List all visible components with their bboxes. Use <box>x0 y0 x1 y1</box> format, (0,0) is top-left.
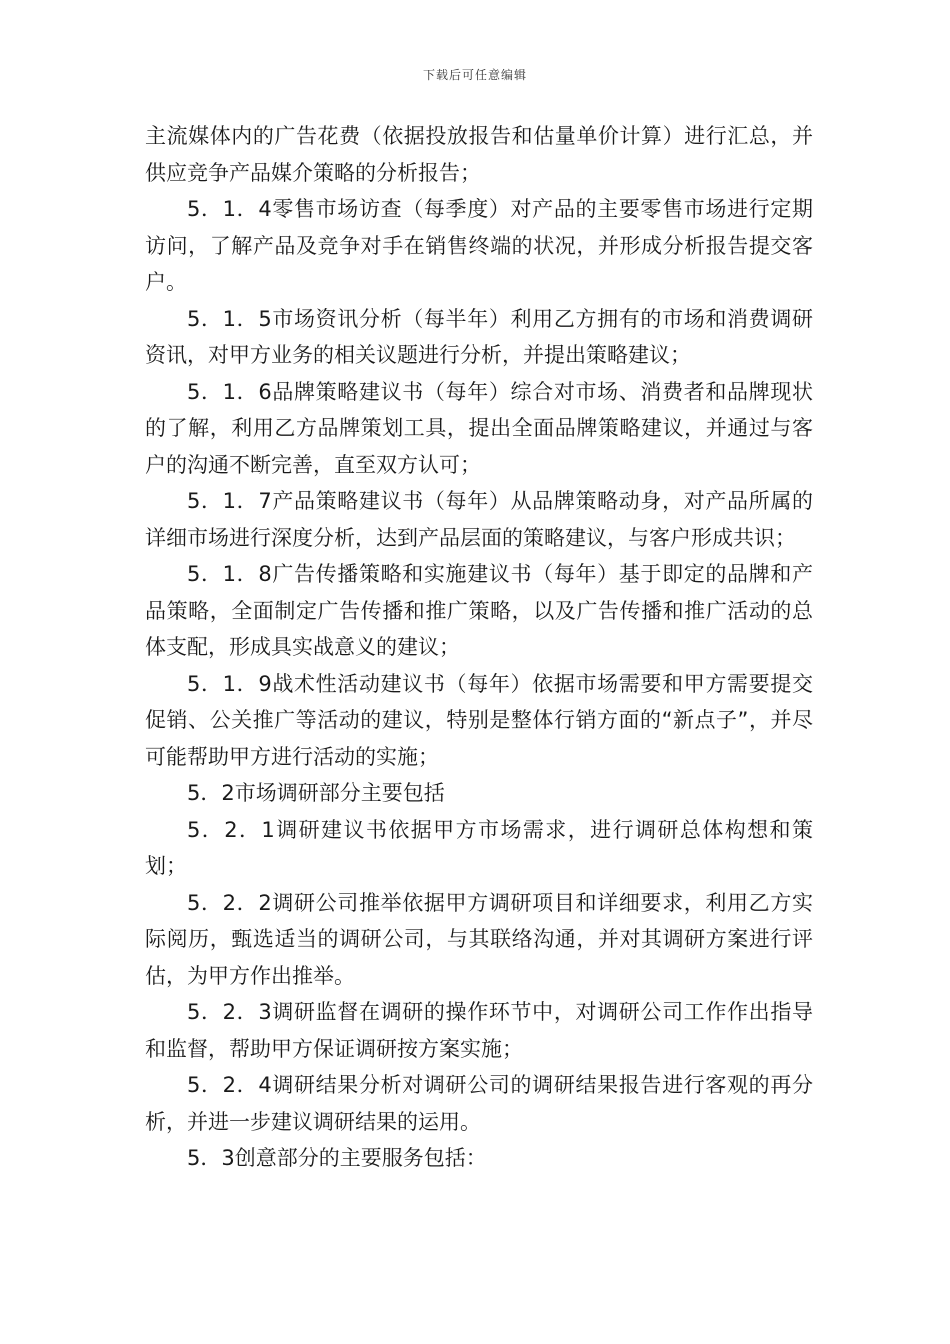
paragraph: 5．1．9战术性活动建议书（每年）依据市场需要和甲方需要提交促销、公关推广等活动的建议，特别是整体行销方面的“新点子”，并尽可能帮助甲方进行活动的实施； <box>145 671 813 769</box>
paragraph: 主流媒体内的广告花费（依据投放报告和估量单价计算）进行汇总，并供应竞争产品媒介策略的分析报告； <box>145 124 813 185</box>
paragraph: 5．1．7产品策略建议书（每年）从品牌策略动身，对产品所属的详细市场进行深度分析，达到产品层面的策略建议，与客户形成共识； <box>145 489 813 550</box>
document-body <box>145 118 813 1177</box>
section-heading: 5．2市场调研部分主要包括 <box>187 781 445 805</box>
page-header-note: 下载后可任意编辑 <box>422 68 527 82</box>
section-heading: 5．3创意部分的主要服务包括： <box>187 1146 487 1170</box>
paragraph: 5．2．3调研监督在调研的操作环节中，对调研公司工作作出指导和监督，帮助甲方保证调研按方案实施； <box>145 1000 813 1061</box>
paragraph: 5．2．2调研公司推举依据甲方调研项目和详细要求，利用乙方实际阅历，甄选适当的调研公司，与其联络沟通，并对其调研方案进行评估，为甲方作出推举。 <box>145 890 813 988</box>
paragraph: 5．1．8广告传播策略和实施建议书（每年）基于即定的品牌和产品策略，全面制定广告传播和推广策略，以及广告传播和推广活动的总体支配，形成具实战意义的建议； <box>145 562 813 659</box>
paragraph: 5．1．4零售市场访查（每季度）对产品的主要零售市场进行定期访问，了解产品及竞争对手在销售终端的状况，并形成分析报告提交客户。 <box>145 197 813 294</box>
paragraph: 5．2．1调研建议书依据甲方市场需求，进行调研总体构想和策划； <box>145 817 813 878</box>
paragraph: 5．1．5市场资讯分析（每半年）利用乙方拥有的市场和消费调研资讯，对甲方业务的相关议题进行分析，并提出策略建议； <box>145 306 813 367</box>
paragraph: 5．2．4调研结果分析对调研公司的调研结果报告进行客观的再分析，并进一步建议调研结果的运用。 <box>145 1073 813 1134</box>
paragraph: 5．1．6品牌策略建议书（每年）综合对市场、消费者和品牌现状的了解，利用乙方品牌策划工具，提出全面品牌策略建议，并通过与客户的沟通不断完善，直至双方认可； <box>145 379 813 477</box>
